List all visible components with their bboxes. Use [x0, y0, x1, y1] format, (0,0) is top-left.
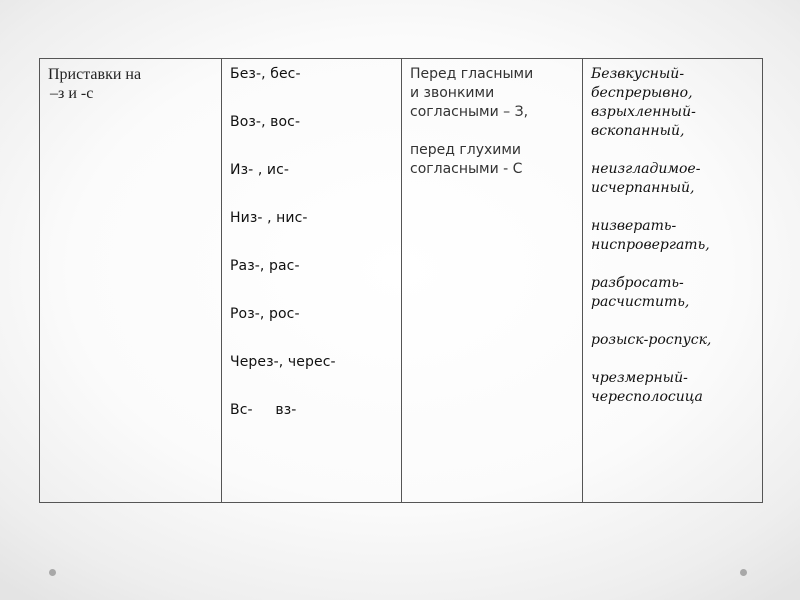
example-line: ниспровергать, [591, 237, 710, 253]
example-line: беспрерывно, [591, 85, 693, 101]
example-spacer [591, 198, 754, 217]
rule-line: согласными - С [410, 161, 523, 177]
prefix-item: Роз-, рос- [230, 306, 300, 322]
rule-line: согласными – З, [410, 104, 529, 120]
prefix-item: Вс- вз- [230, 402, 297, 418]
example-line: низверать- [591, 218, 677, 234]
table-row [40, 59, 763, 503]
example-line: взрыхленный- [591, 104, 696, 120]
prefix-item: Раз-, рас- [230, 258, 300, 274]
prefix-item: Без-, бес- [230, 66, 301, 82]
rule-spacer [410, 122, 574, 141]
example-line: вскопанный, [591, 123, 685, 139]
example-line: неизгладимое- [591, 161, 701, 177]
rule-text [410, 65, 574, 179]
rule-line: и звонкими [410, 85, 495, 101]
prefix-list [230, 65, 393, 420]
prefix-item: Воз-, вос- [230, 114, 301, 130]
example-line: чрезмерный- [591, 370, 688, 386]
example-spacer [591, 312, 754, 331]
bottom-left-dot [49, 569, 56, 576]
category-label-line: Приставки на [48, 66, 142, 83]
bottom-right-dot [740, 569, 747, 576]
prefix-item: Из- , ис- [230, 162, 290, 178]
example-line: Безвкусный- [591, 66, 685, 82]
rule-line: перед глухими [410, 142, 522, 158]
example-line: исчерпанный, [591, 180, 695, 196]
examples-list [591, 65, 754, 407]
example-spacer [591, 350, 754, 369]
example-line: розыск-роспуск, [591, 332, 712, 348]
category-label-line: –з и -с [50, 85, 94, 102]
prefixes-cell [222, 59, 402, 503]
examples-cell [583, 59, 763, 503]
rule-cell [402, 59, 583, 503]
example-spacer [591, 255, 754, 274]
example-line: расчистить, [591, 294, 690, 310]
example-line: чересполосица [591, 389, 703, 405]
category-cell [40, 59, 222, 503]
example-spacer [591, 141, 754, 160]
prefix-item: Через-, черес- [230, 354, 336, 370]
category-label [48, 65, 213, 103]
rule-line: Перед гласными [410, 66, 534, 82]
rules-table [39, 58, 763, 503]
example-line: разбросать- [591, 275, 684, 291]
prefix-item: Низ- , нис- [230, 210, 308, 226]
